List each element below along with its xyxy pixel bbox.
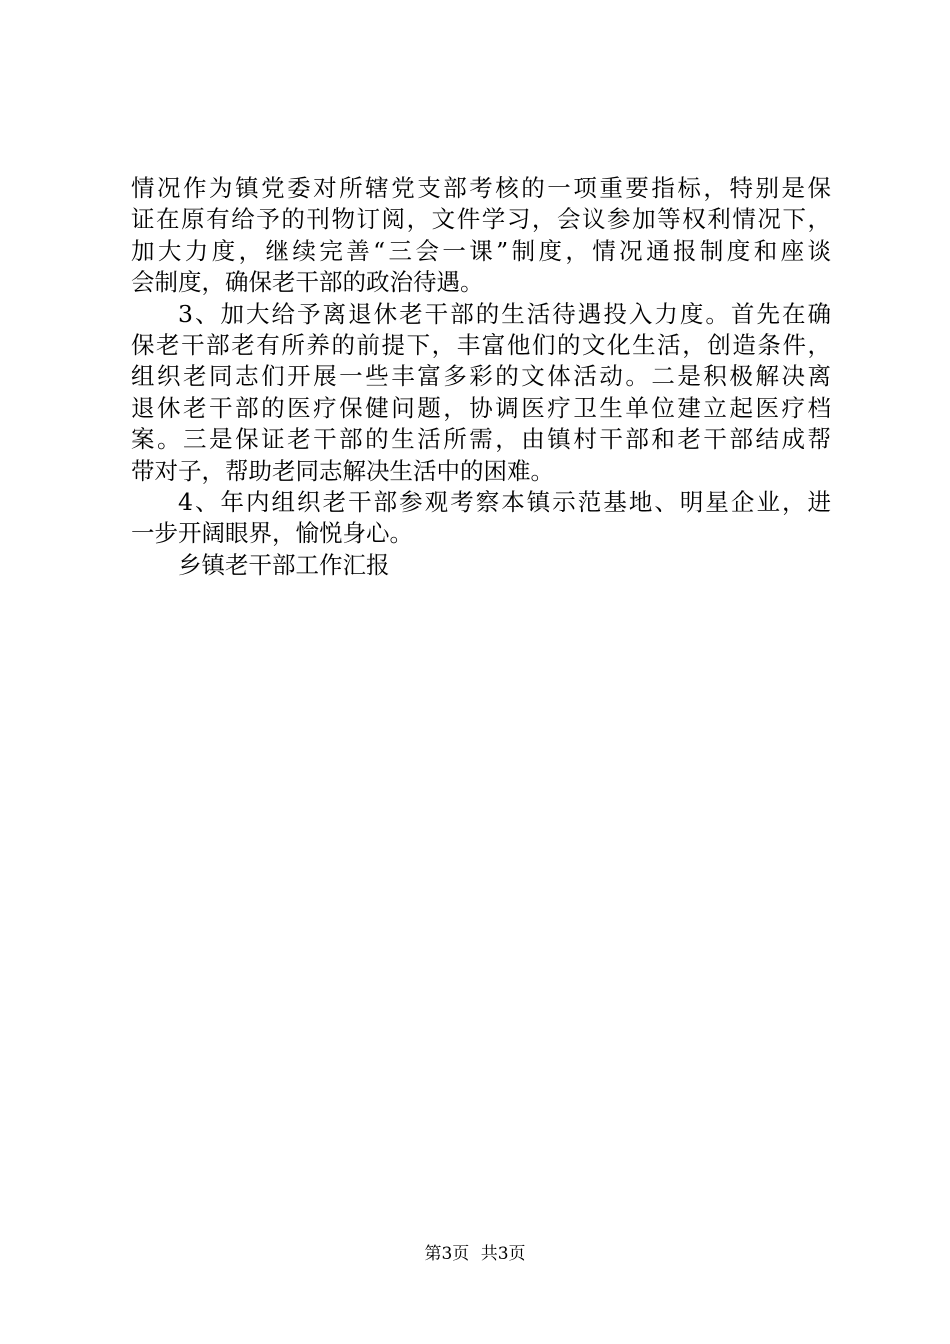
- text-line: 一步开阔眼界，愉悦身心。: [131, 519, 413, 548]
- text-line: 带对子，帮助老同志解决生活中的困难。: [131, 456, 554, 485]
- text-line: 会制度，确保老干部的政治待遇。: [131, 268, 484, 297]
- text-line: 组织老同志们开展一些丰富多彩的文体活动。二是积极解决离: [131, 362, 831, 391]
- text-line: 保老干部老有所养的前提下，丰富他们的文化生活，创造条件，: [131, 331, 831, 360]
- text-line: 情况作为镇党委对所辖党支部考核的一项重要指标，特别是保: [131, 174, 831, 202]
- text-line: 案。三是保证老干部的生活所需，由镇村干部和老干部结成帮: [131, 425, 831, 454]
- text-line: 退休老干部的医疗保健问题，协调医疗卫生单位建立起医疗档: [131, 393, 831, 422]
- text-line: 3、加大给予离退休老干部的生活待遇投入力度。首先在确: [178, 299, 831, 328]
- text-line: 证在原有给予的刊物订阅，文件学习，会议参加等权利情况下，: [131, 205, 831, 234]
- text-line: 加大力度，继续完善“三会一课”制度，情况通报制度和座谈: [131, 236, 831, 265]
- text-line: 乡镇老干部工作汇报: [178, 550, 390, 579]
- document-body: [131, 173, 831, 581]
- text-line: 4、年内组织老干部参观考察本镇示范基地、明星企业，进: [178, 488, 831, 517]
- page-footer: 第3页 共3页: [424, 1244, 526, 1264]
